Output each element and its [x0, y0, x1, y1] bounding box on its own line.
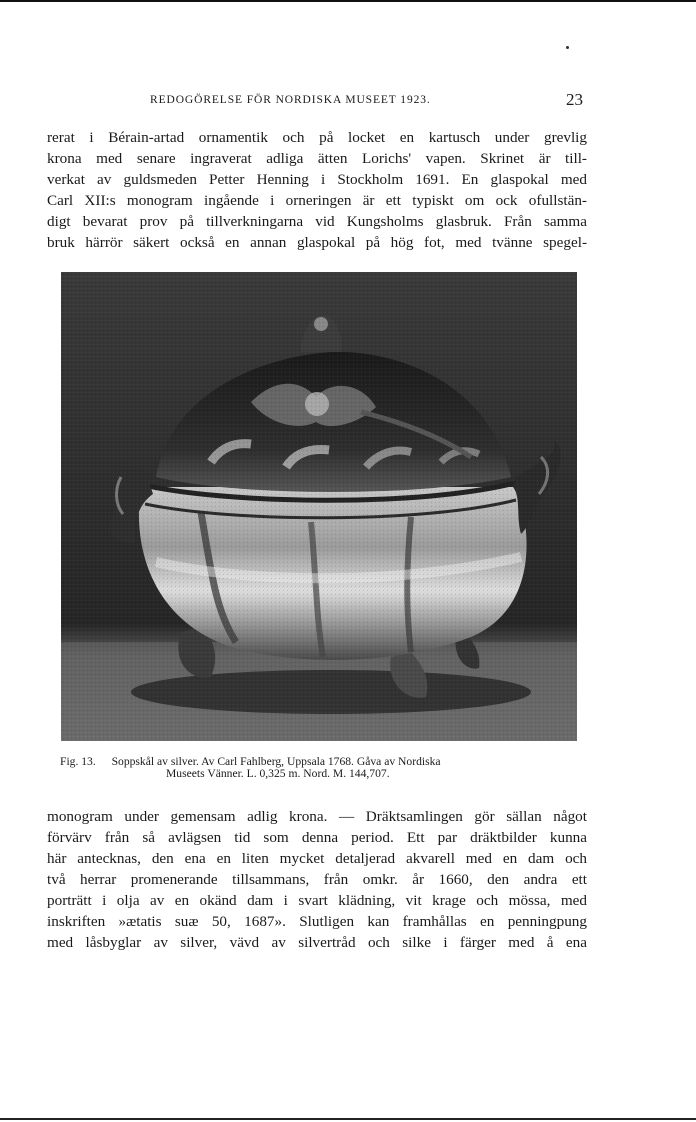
bottom-edge-rule — [0, 1118, 696, 1120]
text-line: förvärv från så avlägsen tid som denna period. Ett par dräktbilder kunna — [47, 829, 587, 846]
text-line: monogram under gemensam adlig krona. — Dräktsamlingen gör sällan något — [47, 808, 587, 825]
page-number: 23 — [566, 90, 583, 109]
caption-text: Soppskål av silver. Av Carl Fahlberg, Uppsala 1768. Gåva av Nordiska — [111, 755, 441, 768]
text-line: två herrar promenerande tillsammans, från omkr. år 1660, den andra ett — [47, 871, 587, 888]
text-line: porträtt i olja av en okänd dam i svart klädning, vit krage och mössa, med — [47, 892, 587, 909]
figure-label: Fig. 13. — [60, 755, 96, 768]
text-line: rerat i Bérain-artad ornamentik och på locket en kartusch under grevlig — [47, 129, 587, 146]
tureen-illustration — [61, 272, 577, 741]
text-line: krona med senare ingraverat adliga ätten Lorichs' vapen. Skrinet är till- — [47, 150, 587, 167]
text-line: bruk härrör säkert också en annan glaspokal på hög fot, med tvänne spegel- — [47, 234, 587, 251]
paragraph-bottom — [47, 806, 587, 953]
caption-line: Museets Vänner. L. 0,325 m. Nord. M. 144,707. — [166, 767, 390, 780]
running-head: REDOGÖRELSE FÖR NORDISKA MUSEET 1923. — [150, 94, 431, 106]
text-line: digt bevarat prov på tillverkningarna vid Kungsholms glasbruk. Från samma — [47, 213, 587, 230]
print-speck — [566, 46, 569, 49]
text-line: inskriften »ætatis suæ 50, 1687». Slutligen kan framhållas en penningpung — [47, 913, 587, 930]
paragraph-top — [47, 127, 587, 253]
text-line: här antecknas, den ena en liten mycket detaljerad akvarell med en dam och — [47, 850, 587, 867]
text-line: med låsbyglar av silver, vävd av silvertråd och silke i färger med å ena — [47, 934, 587, 951]
top-edge-rule — [0, 0, 696, 2]
text-line: verkat av guldsmeden Petter Henning i Stockholm 1691. En glaspokal med — [47, 171, 587, 188]
text-line: Carl XII:s monogram ingående i orneringen är ett typiskt om ock ofullstän- — [47, 192, 587, 209]
tureen-photograph — [61, 272, 577, 741]
figure-caption — [60, 756, 580, 780]
